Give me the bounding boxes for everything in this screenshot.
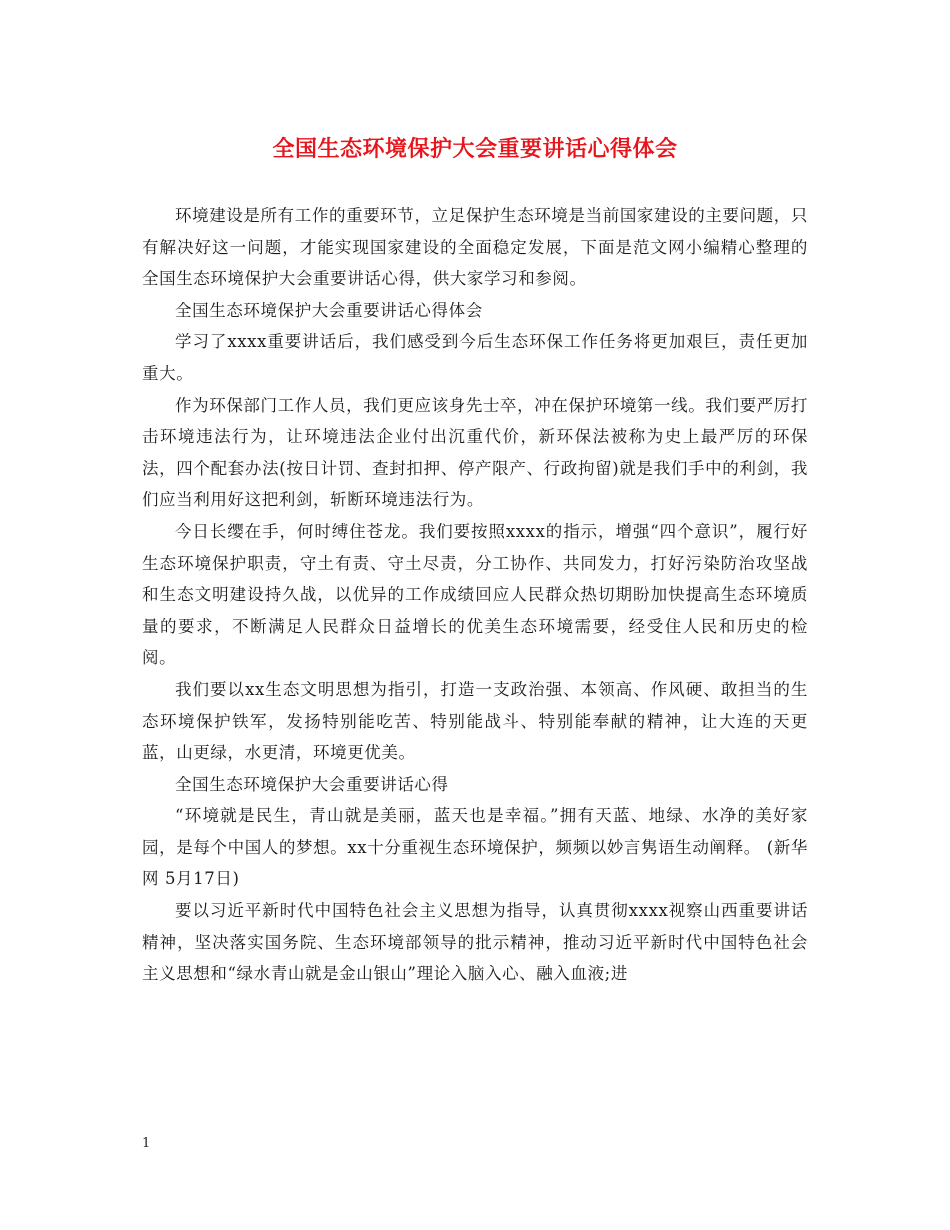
paragraph: “环境就是民生，青山就是美丽，蓝天也是幸福。”拥有天蓝、地绿、水净的美好家园，是每个中国人的梦想。xx十分重视生态环境保护，频频以妙言隽语生动阐释。 (新华网 5月17日) [142,806,808,889]
document-body [142,200,808,990]
paragraph: 我们要以xx生态文明思想为指引，打造一支政治强、本领高、作风硬、敢担当的生态环境保护铁军，发扬特别能吃苦、特别能战斗、特别能奉献的精神，让大连的天更蓝，山更绿，水更清，环境更优美。 [142,679,808,763]
paragraph: 要以习近平新时代中国特色社会主义思想为指导，认真贯彻xxxx视察山西重要讲话精神，坚决落实国务院、生态环境部领导的批示精神，推动习近平新时代中国特色社会主义思想和“绿水青山就是金山银山”理论入脑入心、融入血液;进 [142,901,808,984]
paragraph: 学习了xxxx重要讲话后，我们感受到今后生态环保工作任务将更加艰巨，责任更加重大。 [142,332,808,383]
paragraph: 今日长缨在手，何时缚住苍龙。我们要按照xxxx的指示，增强“四个意识”，履行好生态环境保护职责，守土有责、守土尽责，分工协作、共同发力，打好污染防治攻坚战和生态文明建设持久战，以优异的工作成绩回应人民群众热切期盼加快提高生态环境质量的要求，不断满足人民群众日益增长的优美生态环境需要，经受住人民和历史的检阅。 [142,521,808,668]
page-number: 1 [142,1136,151,1151]
paragraph: 作为环保部门工作人员，我们更应该身先士卒，冲在保护环境第一线。我们要严厉打击环境违法行为，让环境违法企业付出沉重代价，新环保法被称为史上最严厉的环保法，四个配套办法(按日计罚、查封扣押、停产限产、行政拘留)就是我们手中的利剑，我们应当利用好这把利剑，斩断环境违法行为。 [142,395,808,510]
section-heading: 全国生态环境保护大会重要讲话心得体会 [175,300,483,320]
document-title: 全国生态环境保护大会重要讲话心得体会 [272,136,678,162]
section-heading: 全国生态环境保护大会重要讲话心得 [175,774,449,794]
paragraph-intro: 环境建设是所有工作的重要环节，立足保护生态环境是当前国家建设的主要问题，只有解决好这一问题，才能实现国家建设的全面稳定发展，下面是范文网小编精心整理的全国生态环境保护大会重要讲话心得，供大家学习和参阅。 [142,206,808,289]
